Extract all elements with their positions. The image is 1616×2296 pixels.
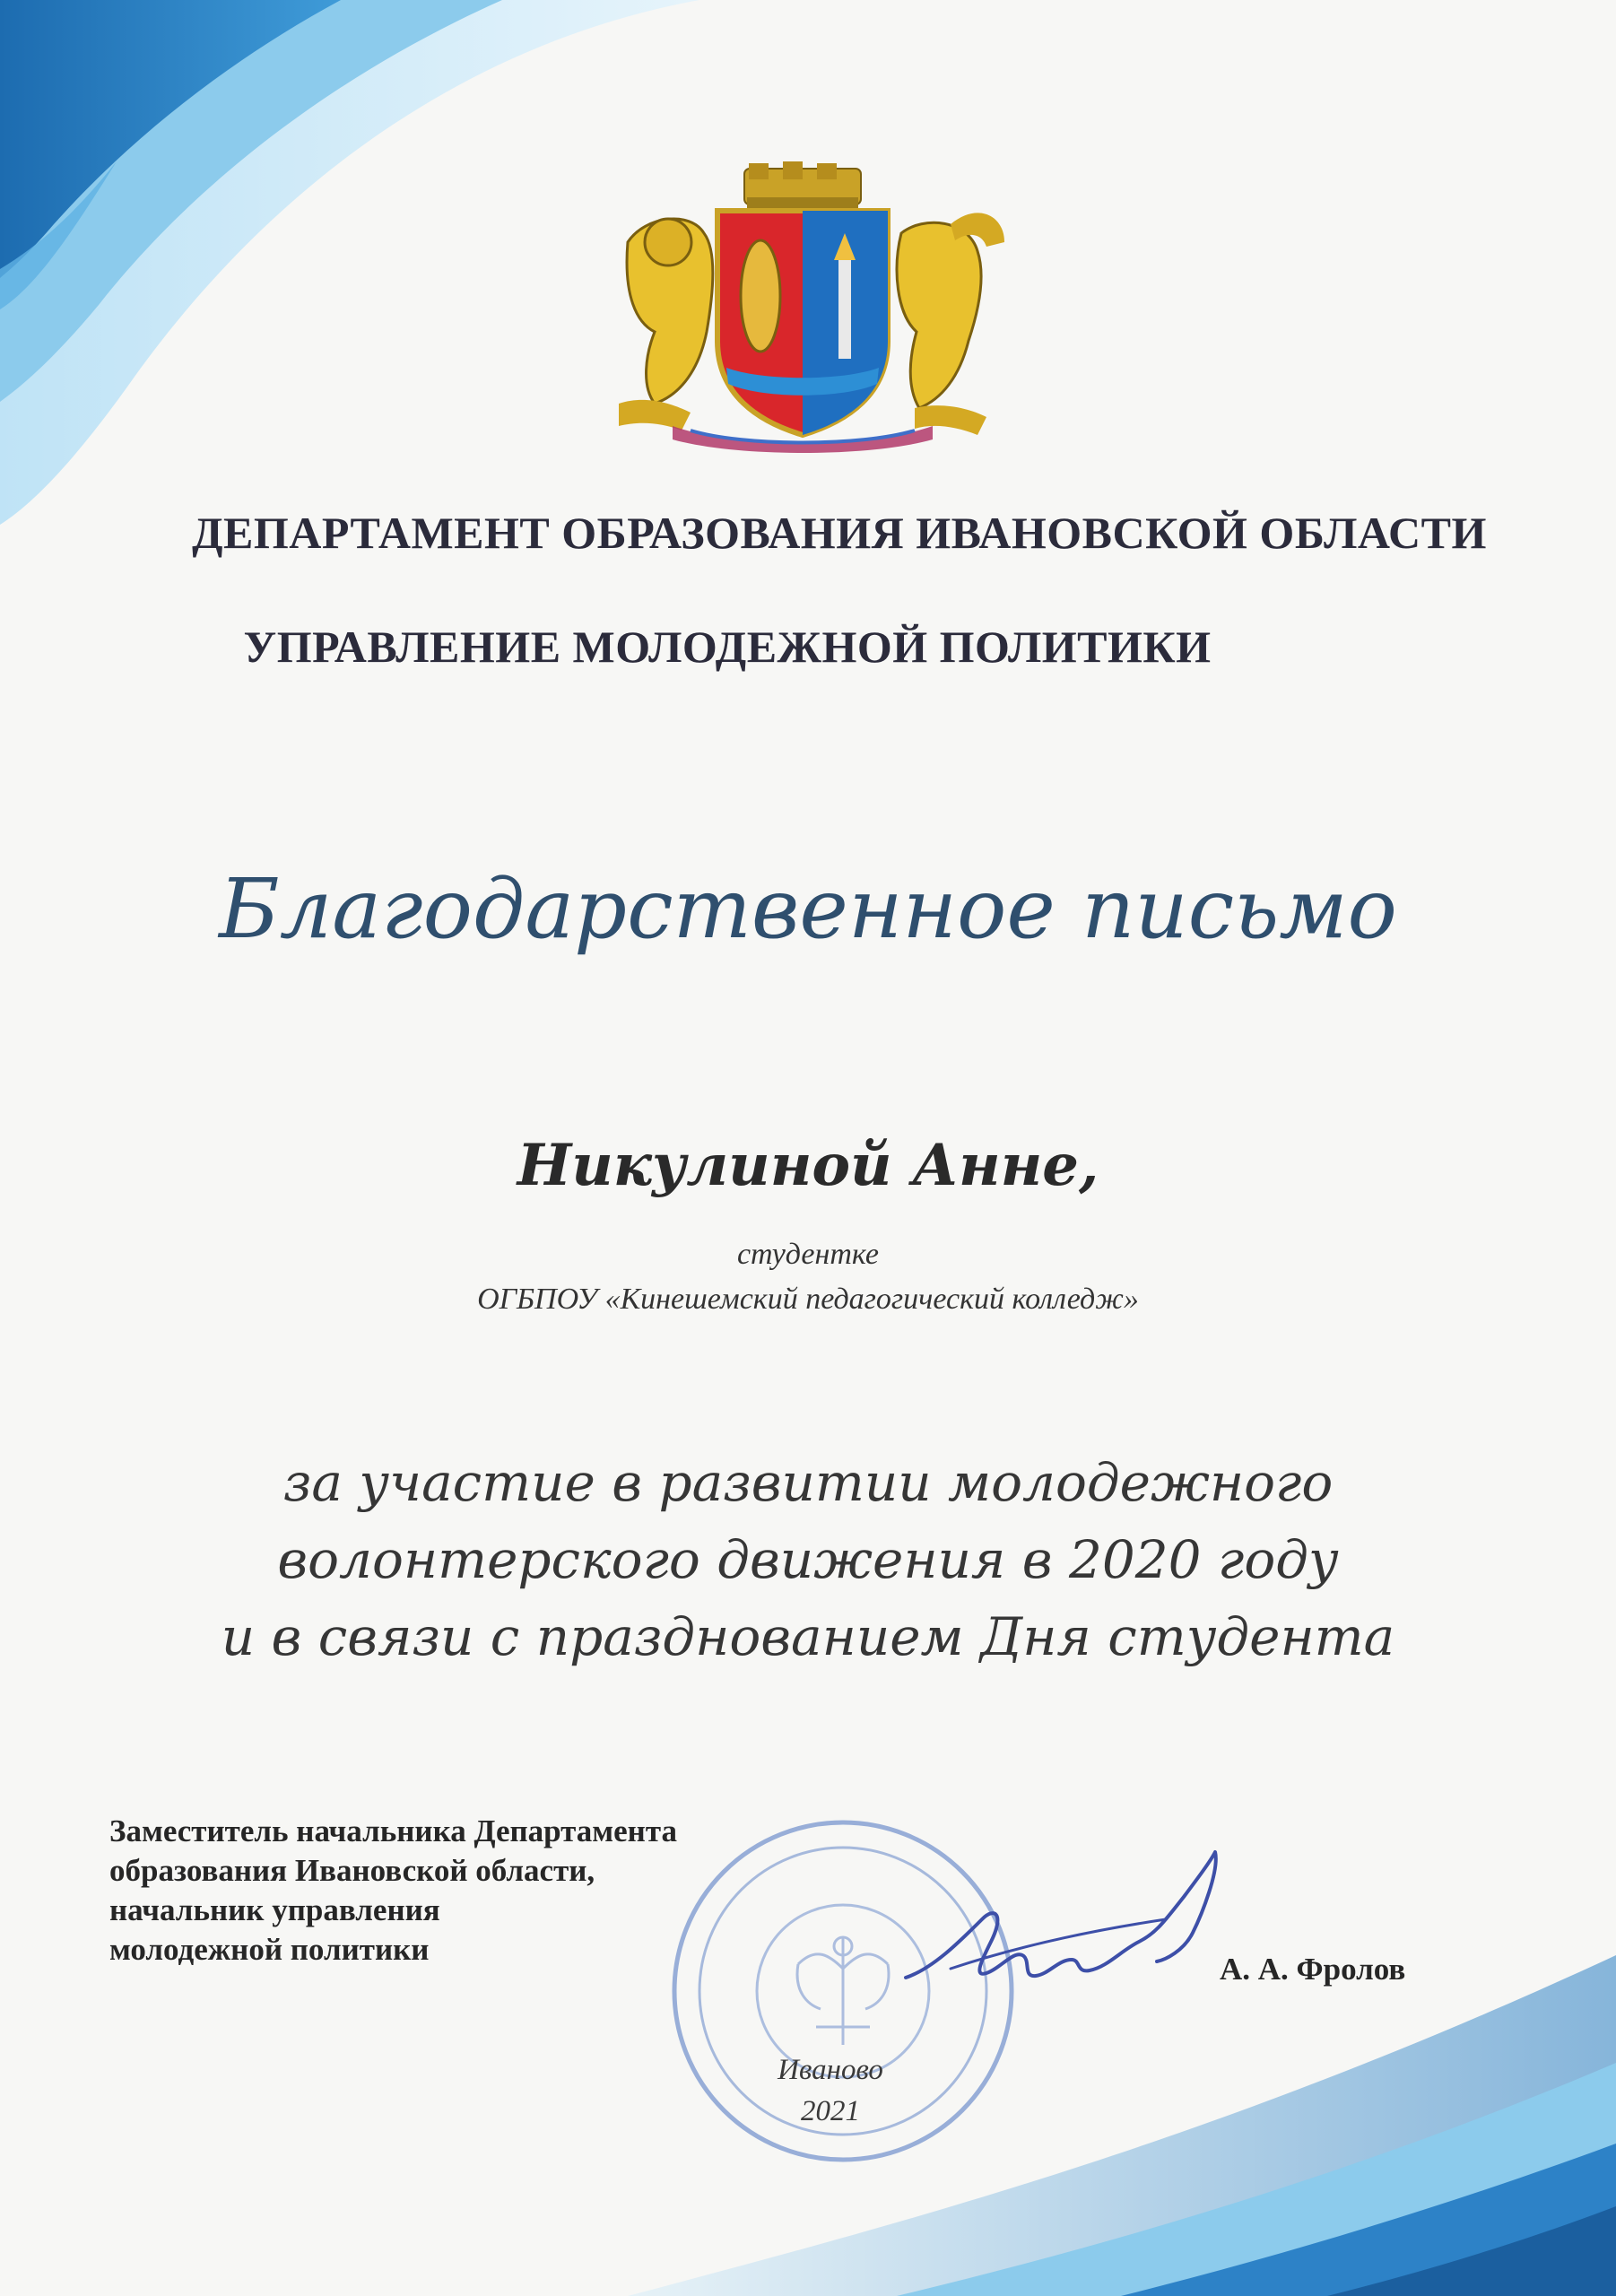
award-reason <box>0 1444 1616 1675</box>
signatory-position-line: начальник управления <box>109 1892 440 1927</box>
recipient-name: Никулиной Анне, <box>517 1132 1099 1199</box>
recipient-organization: ОГБПОУ «Кинешемский педагогический колледж» <box>477 1283 1139 1316</box>
coat-of-arms-icon <box>592 161 1013 457</box>
signatory-position-line: молодежной политики <box>109 1932 430 1967</box>
signatory-position-line: Заместитель начальника Департамента <box>109 1813 677 1848</box>
signature-icon <box>897 1834 1238 2013</box>
award-reason-line: и в связи с празднованием Дня студента <box>221 1606 1395 1667</box>
award-reason-line: за участие в развитии молодежного <box>282 1452 1334 1513</box>
document-title: Благодарственное письмо <box>219 861 1397 957</box>
griffin-supporter-icon <box>897 213 1004 435</box>
issue-place: Иваново <box>778 2054 883 2086</box>
issue-year: 2021 <box>801 2095 860 2127</box>
signatory-position-line: образования Ивановской области, <box>109 1853 595 1888</box>
department-heading: ДЕПАРТАМЕНТ ОБРАЗОВАНИЯ ИВАНОВСКОЙ ОБЛАСТИ <box>192 508 1487 558</box>
shield-icon <box>717 211 888 435</box>
signatory-name: А. А. Фролов <box>1220 1952 1406 1987</box>
award-reason-line: волонтерского движения в 2020 году <box>277 1529 1339 1590</box>
lion-supporter-icon <box>619 219 713 430</box>
signatory-position <box>109 1812 677 1970</box>
recipient-role: студентке <box>736 1238 880 1271</box>
crown-icon <box>744 161 861 208</box>
division-heading: УПРАВЛЕНИЕ МОЛОДЕЖНОЙ ПОЛИТИКИ <box>243 622 1212 672</box>
